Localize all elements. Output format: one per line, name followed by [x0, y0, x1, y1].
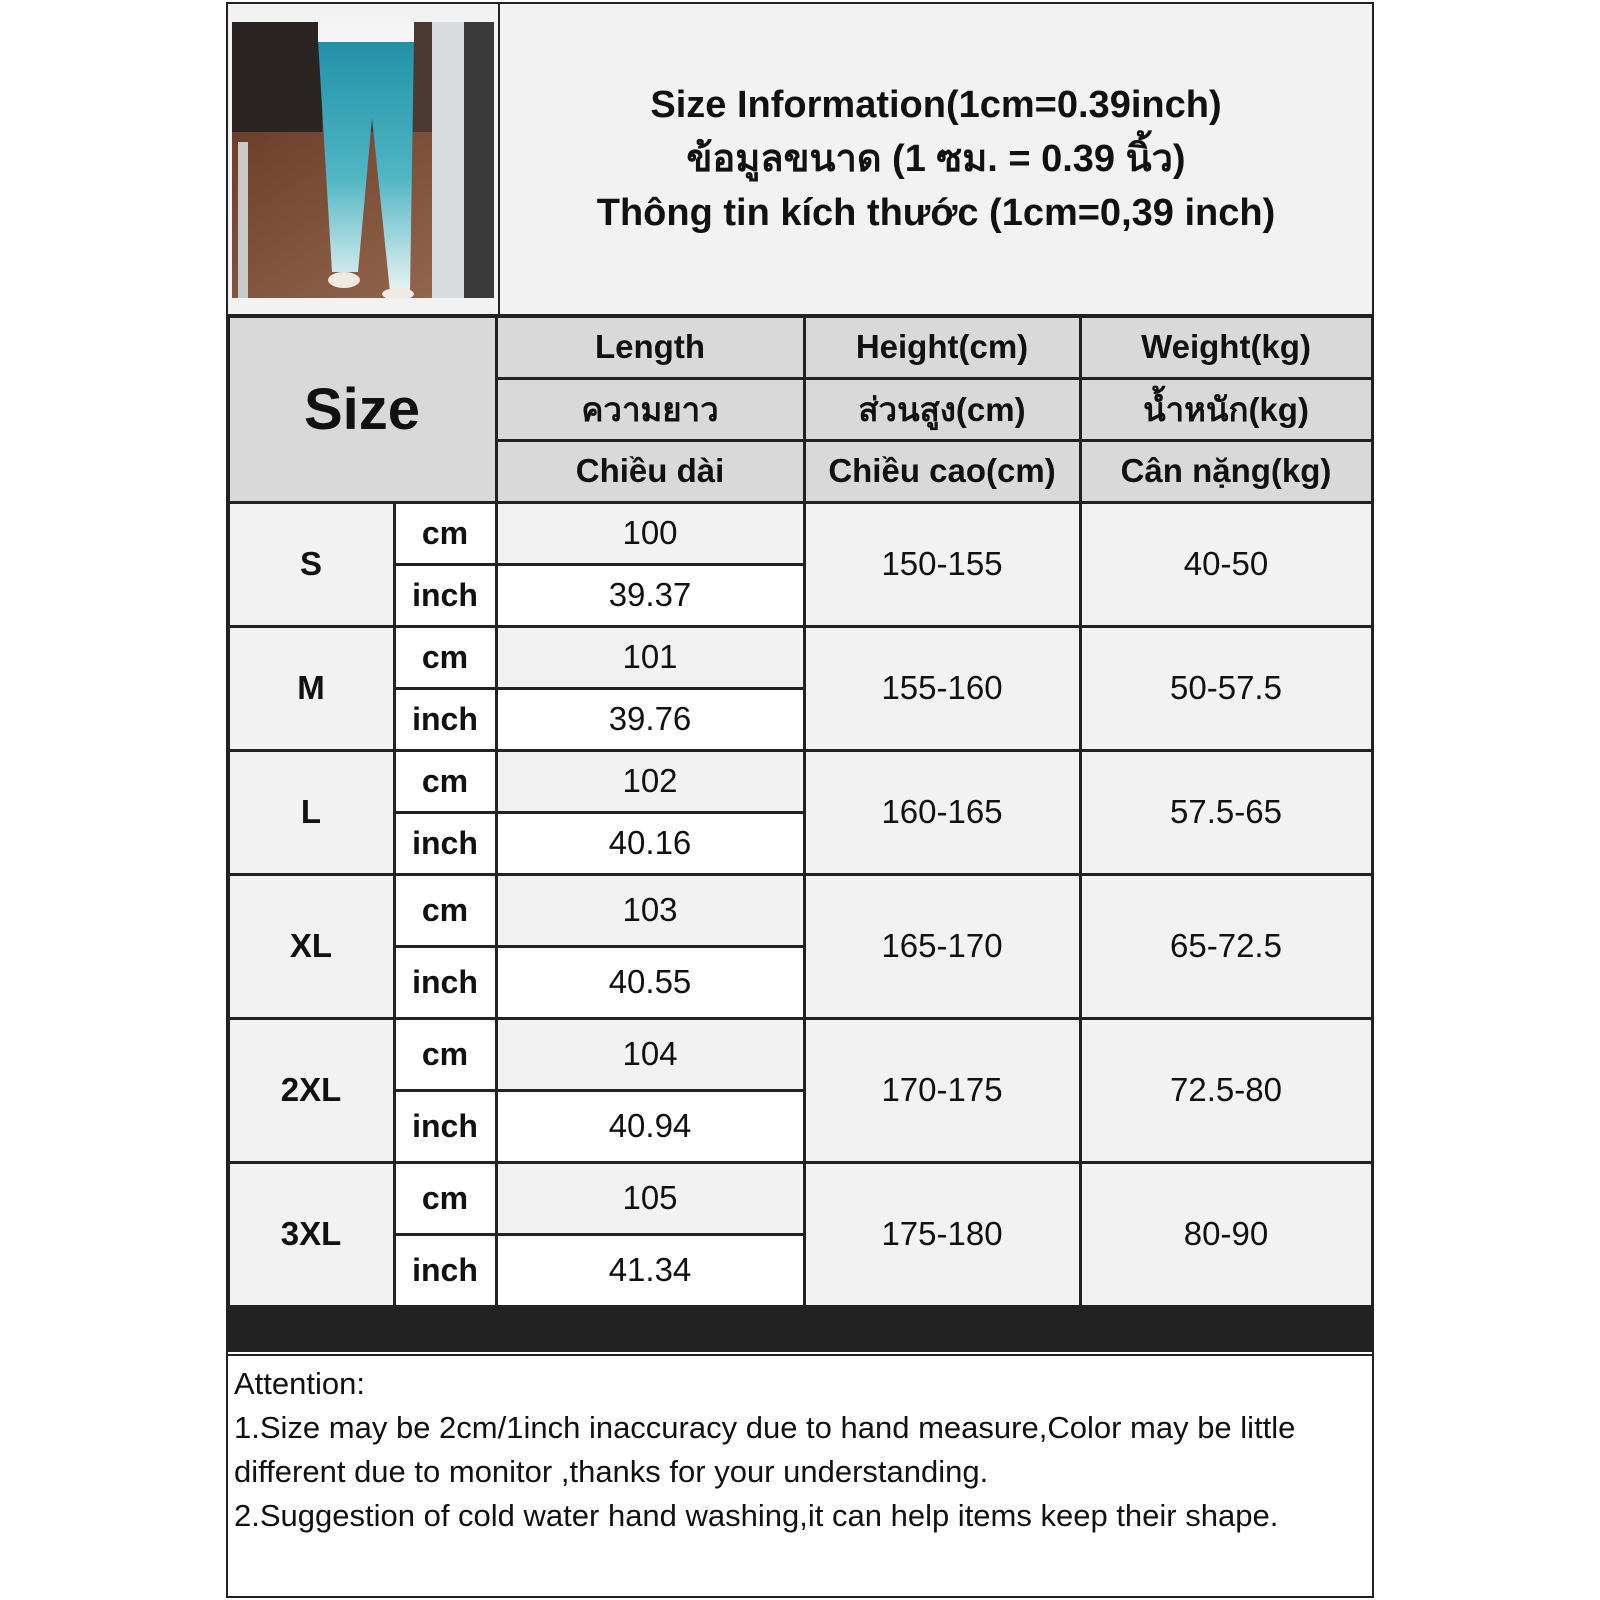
length-cm-value: 102: [498, 752, 803, 811]
size-information-title: [500, 4, 1372, 314]
height-range-value: 160-165: [806, 752, 1079, 873]
height-range-value: 150-155: [806, 504, 1079, 625]
length-header-line-1: Length: [498, 318, 803, 377]
attention-heading: Attention:: [234, 1366, 365, 1401]
length-inch-value: 40.94: [498, 1092, 803, 1161]
height-header-line-3: Chiều cao(cm): [806, 442, 1079, 501]
height-range-value: 165-170: [806, 876, 1079, 1017]
height-header-line-2: ส่วนสูง(cm): [806, 380, 1079, 439]
length-cm-value: 104: [498, 1020, 803, 1089]
size-table: [228, 316, 1372, 1352]
title-line-vietnamese: Thông tin kích thước (1cm=0,39 inch): [596, 192, 1276, 234]
length-inch-value: 41.34: [498, 1236, 803, 1305]
unit-cm-label: cm: [396, 628, 495, 687]
length-inch-value: 39.76: [498, 690, 803, 749]
length-cm-value: 103: [498, 876, 803, 945]
unit-cm-label: cm: [396, 504, 495, 563]
weight-range-value: 57.5-65: [1082, 752, 1371, 873]
length-header-line-2: ความยาว: [498, 380, 803, 439]
height-header-line-1: Height(cm): [806, 318, 1079, 377]
size-label-s: S: [230, 504, 393, 625]
weight-range-value: 40-50: [1082, 504, 1371, 625]
unit-cm-label: cm: [396, 752, 495, 811]
attention-notes: [228, 1354, 1372, 1596]
length-inch-value: 39.37: [498, 566, 803, 625]
length-inch-value: 40.16: [498, 814, 803, 873]
product-photo-pants-icon: [232, 22, 494, 298]
weight-header-line-3: Cân nặng(kg): [1082, 442, 1371, 501]
product-photo-cell: [228, 4, 500, 314]
unit-cm-label: cm: [396, 1020, 495, 1089]
unit-inch-label: inch: [396, 814, 495, 873]
unit-cm-label: cm: [396, 876, 495, 945]
unit-inch-label: inch: [396, 948, 495, 1017]
unit-cm-label: cm: [396, 1164, 495, 1233]
length-inch-value: 40.55: [498, 948, 803, 1017]
size-chart-banner: [228, 4, 1372, 316]
title-line-thai: ข้อมูลขนาด (1 ซม. = 0.39 นิ้ว): [686, 138, 1186, 180]
weight-header-line-1: Weight(kg): [1082, 318, 1371, 377]
unit-inch-label: inch: [396, 690, 495, 749]
attention-note-2: 2.Suggestion of cold water hand washing,it can help items keep their shape.: [234, 1498, 1279, 1533]
length-cm-value: 101: [498, 628, 803, 687]
height-range-value: 175-180: [806, 1164, 1079, 1305]
unit-inch-label: inch: [396, 1092, 495, 1161]
size-label-xl: XL: [230, 876, 393, 1017]
unit-inch-label: inch: [396, 1236, 495, 1305]
weight-range-value: 80-90: [1082, 1164, 1371, 1305]
length-header-line-3: Chiều dài: [498, 442, 803, 501]
title-line-english: Size Information(1cm=0.39inch): [650, 84, 1222, 126]
length-cm-value: 100: [498, 504, 803, 563]
height-range-value: 170-175: [806, 1020, 1079, 1161]
weight-range-value: 50-57.5: [1082, 628, 1371, 749]
height-range-value: 155-160: [806, 628, 1079, 749]
product-photo: [232, 22, 494, 298]
size-label-2xl: 2XL: [230, 1020, 393, 1161]
weight-header-line-2: น้ำหนัก(kg): [1082, 380, 1371, 439]
size-label-l: L: [230, 752, 393, 873]
unit-inch-label: inch: [396, 566, 495, 625]
size-chart: [226, 2, 1374, 1598]
weight-range-value: 72.5-80: [1082, 1020, 1371, 1161]
size-label-3xl: 3XL: [230, 1164, 393, 1305]
size-column-header: Size: [230, 318, 495, 501]
attention-note-1: 1.Size may be 2cm/1inch inaccuracy due to hand measure,Color may be little different due to monitor ,thanks for your understanding.: [234, 1410, 1296, 1489]
length-cm-value: 105: [498, 1164, 803, 1233]
size-label-m: M: [230, 628, 393, 749]
weight-range-value: 65-72.5: [1082, 876, 1371, 1017]
